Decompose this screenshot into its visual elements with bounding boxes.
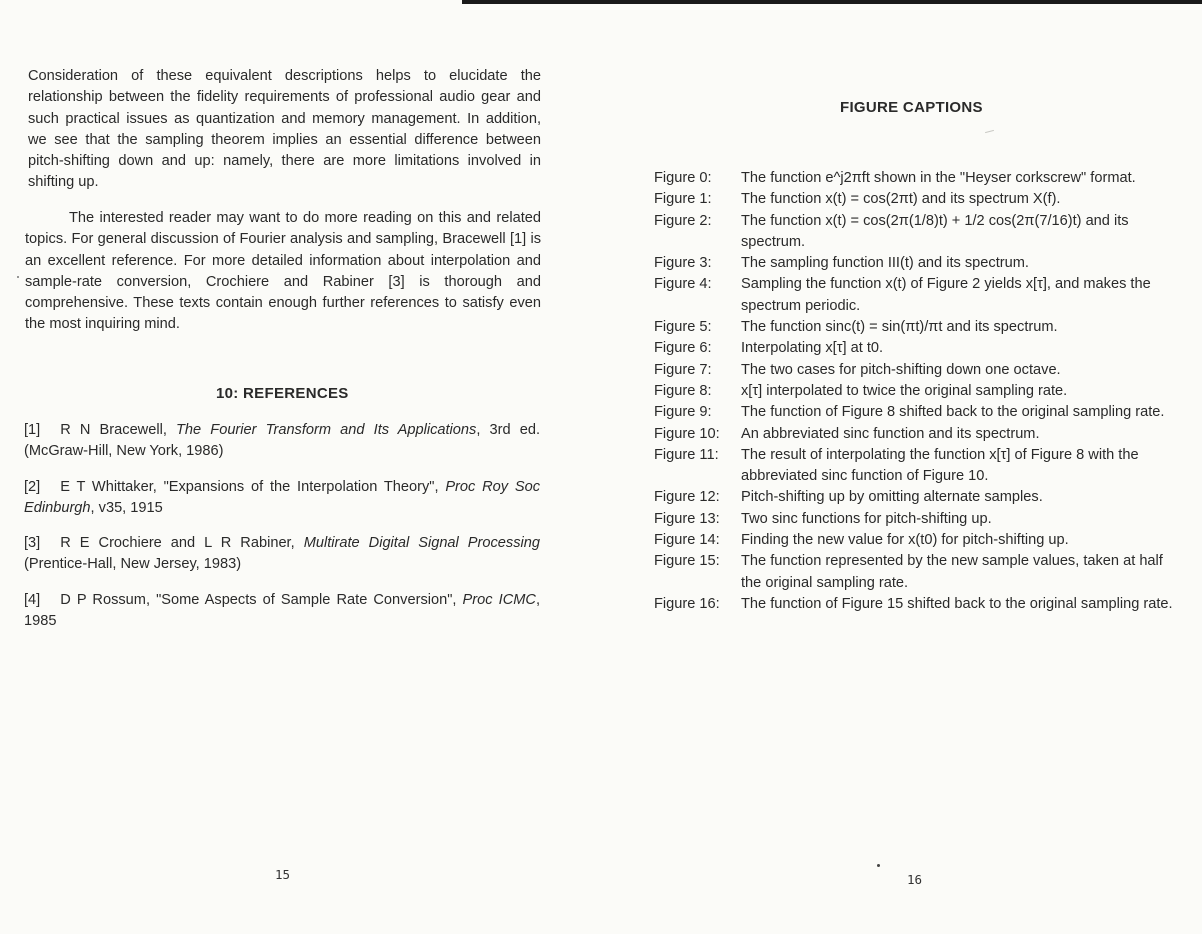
caption-label: Figure 3: (654, 255, 712, 272)
page-number: 15 (275, 867, 291, 882)
body-paragraph-2: The interested reader may want to do more reading on this and related topics. For general discussion of Fourier analysis and sampling, Bracewell [1] is an excellent reference. For more detailed information about interpolation and sample-rate conversion, Crochiere and Rabiner [3] is thorough and comprehensive. These texts contain enough further references to satisfy even the most inquiring mind. (25, 210, 541, 333)
reference-author: R N Bracewell, (60, 422, 177, 438)
caption-label: Figure 8: (654, 382, 712, 399)
caption-item (654, 189, 1174, 210)
caption-text: The function x(t) = cos(2π(1/8)t) + 1/2 cos(2π(7/16)t) and its spectrum. (741, 212, 1129, 250)
reference-number: [1] (24, 422, 41, 438)
right-page (600, 0, 1202, 934)
caption-text: x[τ] interpolated to twice the original sampling rate. (741, 382, 1068, 399)
caption-label: Figure 11: (654, 446, 719, 463)
reference-author: E T Whittaker, "Expansions of the Interpolation Theory", (60, 478, 446, 495)
reference-number: [3] (24, 535, 41, 552)
caption-text: The function represented by the new sample values, taken at half the original sampling rate. (741, 553, 1163, 591)
caption-label: Figure 0: (654, 170, 712, 186)
caption-text: Interpolating x[τ] at t0. (741, 340, 884, 357)
caption-item (654, 274, 1174, 317)
reference-details: (Prentice-Hall, New Jersey, 1983) (24, 556, 242, 573)
caption-item (654, 338, 1174, 359)
caption-label: Figure 2: (654, 212, 712, 229)
caption-label: Figure 5: (654, 319, 712, 336)
caption-text: Finding the new value for x(t0) for pitch-shifting up. (741, 532, 1069, 549)
caption-text: Sampling the function x(t) of Figure 2 yields x[τ], and makes the spectrum periodic. (741, 276, 1151, 314)
reference-title: Multirate Digital Signal Processing (303, 535, 540, 552)
references-list (24, 420, 540, 646)
caption-label: Figure 14: (654, 532, 720, 549)
reference-author: R E Crochiere and L R Rabiner, (60, 535, 304, 552)
caption-label: Figure 12: (654, 489, 720, 506)
caption-item (654, 168, 1174, 189)
scan-speck (17, 276, 19, 278)
caption-label: Figure 16: (654, 595, 720, 612)
reference-title: Proc ICMC (462, 591, 536, 608)
caption-label: Figure 15: (654, 553, 720, 570)
caption-label: Figure 7: (654, 361, 712, 378)
caption-text: The result of interpolating the function x[τ] of Figure 8 with the abbreviated sinc function of Figure 10. (741, 446, 1139, 485)
scan-speck (877, 864, 880, 867)
scan-mark (985, 130, 994, 133)
captions-list (654, 168, 1174, 615)
reference-number: [2] (24, 478, 41, 495)
caption-text: The function of Figure 8 shifted back to the original sampling rate. (741, 404, 1165, 421)
caption-item (654, 253, 1174, 274)
caption-label: Figure 9: (654, 404, 712, 421)
page-number: 16 (907, 872, 923, 887)
reference-item (24, 477, 540, 520)
caption-text: The sampling function III(t) and its spectrum. (741, 255, 1029, 272)
reference-item (24, 533, 540, 576)
caption-item (654, 530, 1174, 551)
caption-label: Figure 4: (654, 276, 712, 293)
caption-text: The two cases for pitch-shifting down one octave. (741, 361, 1061, 378)
caption-item (654, 402, 1174, 423)
caption-text: The function of Figure 15 shifted back to the original sampling rate. (741, 595, 1173, 612)
body-paragraph-1: Consideration of these equivalent descriptions helps to elucidate the relationship between the fidelity requirements of professional audio gear and such practical issues as quantization and memory management. In addition, we see that the sampling theorem implies an essential difference between pitch-shifting down and up: namely, there are more limitations involved in shifting up. (28, 68, 541, 191)
caption-text: The function sinc(t) = sin(πt)/πt and its spectrum. (741, 319, 1058, 336)
caption-item (654, 317, 1174, 338)
reference-details: , 3rd ed. (McGraw-Hill, New York, 1986) (24, 422, 541, 460)
caption-text: The function e^j2πft shown in the "Heyser corkscrew" format. (741, 170, 1136, 186)
caption-label: Figure 10: (654, 425, 720, 442)
left-page (0, 0, 600, 934)
caption-item (654, 424, 1174, 445)
caption-text: Two sinc functions for pitch-shifting up. (741, 510, 992, 527)
reference-details: , v35, 1915 (90, 499, 163, 516)
reference-author: D P Rossum, "Some Aspects of Sample Rate Conversion", (60, 591, 463, 608)
caption-item (654, 360, 1174, 381)
reference-details: , 1985 (24, 591, 540, 630)
caption-item (654, 211, 1174, 254)
reference-item (24, 420, 540, 463)
reference-title: Proc Roy Soc Edinburgh (24, 478, 540, 516)
caption-item (654, 381, 1174, 402)
caption-text: The function x(t) = cos(2πt) and its spectrum X(f). (741, 191, 1061, 208)
caption-item (654, 509, 1174, 530)
reference-title: The Fourier Transform and Its Applications (176, 422, 477, 438)
caption-item (654, 594, 1174, 615)
caption-text: Pitch-shifting up by omitting alternate samples. (741, 489, 1043, 506)
caption-label: Figure 13: (654, 510, 720, 527)
caption-item (654, 487, 1174, 508)
caption-label: Figure 6: (654, 340, 712, 357)
references-heading: 10: REFERENCES (216, 385, 349, 402)
caption-item (654, 445, 1174, 488)
caption-text: An abbreviated sinc function and its spectrum. (741, 425, 1040, 442)
reference-item (24, 590, 540, 633)
reference-number: [4] (24, 591, 41, 608)
caption-item (654, 551, 1174, 594)
caption-label: Figure 1: (654, 191, 712, 208)
captions-heading: FIGURE CAPTIONS (840, 99, 983, 116)
